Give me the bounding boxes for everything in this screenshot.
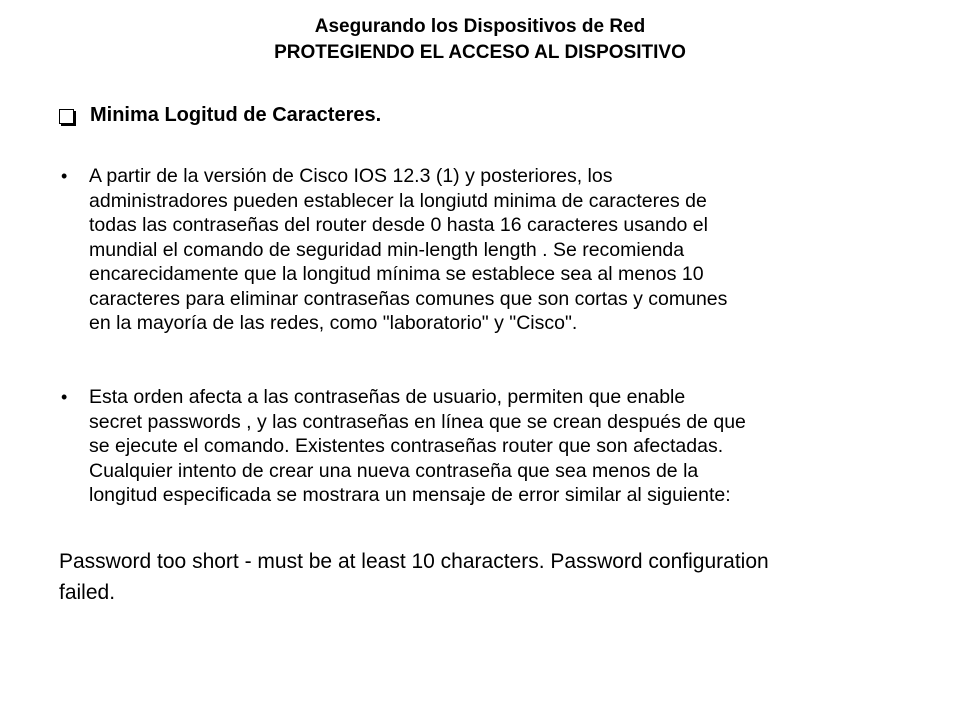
section-heading (59, 100, 381, 130)
error-message-example: Password too short - must be at least 10 characters. Password configuration failed. (59, 550, 769, 604)
bullet-text: Esta orden afecta a las contraseñas de usuario, permiten que enable secret passwords , y las contraseñas en línea que se crean después de que se ejecute el comando. Existentes contraseñas router que son afectadas. Cualquier intento de crear una nueva contraseña que sea menos de la longitud especificada se mostrara un mensaje de error similar al siguiente: (89, 386, 746, 506)
slide-title-line1: Asegurando los Dispositivos de Red (314, 16, 646, 37)
bullet-dot-icon: • (61, 166, 68, 186)
bullet-text: A partir de la versión de Cisco IOS 12.3 (1) y posteriores, los administradores pueden establecer la longiutd minima de caracteres de todas las contraseñas del router desde 0 hasta 16 caracteres usando el mundial el comando de seguridad min-length length . Se recomienda encarecidamente que la longitud mínima se establece sea al menos 10 caracteres para eliminar contraseñas comunes que son cortas y comunes en la mayoría de las redes, como "laboratorio" y "Cisco". (89, 165, 728, 334)
bullet-dot-icon: • (61, 387, 68, 407)
bullet-item (61, 385, 911, 508)
bullet-item (61, 164, 911, 336)
section-heading-text: Minima Logitud de Caracteres. (90, 104, 382, 126)
slide-title (0, 14, 960, 66)
slide-title-line2: PROTEGIENDO EL ACCESO AL DISPOSITIVO (274, 42, 686, 63)
checkbox-bullet-icon (59, 109, 74, 124)
